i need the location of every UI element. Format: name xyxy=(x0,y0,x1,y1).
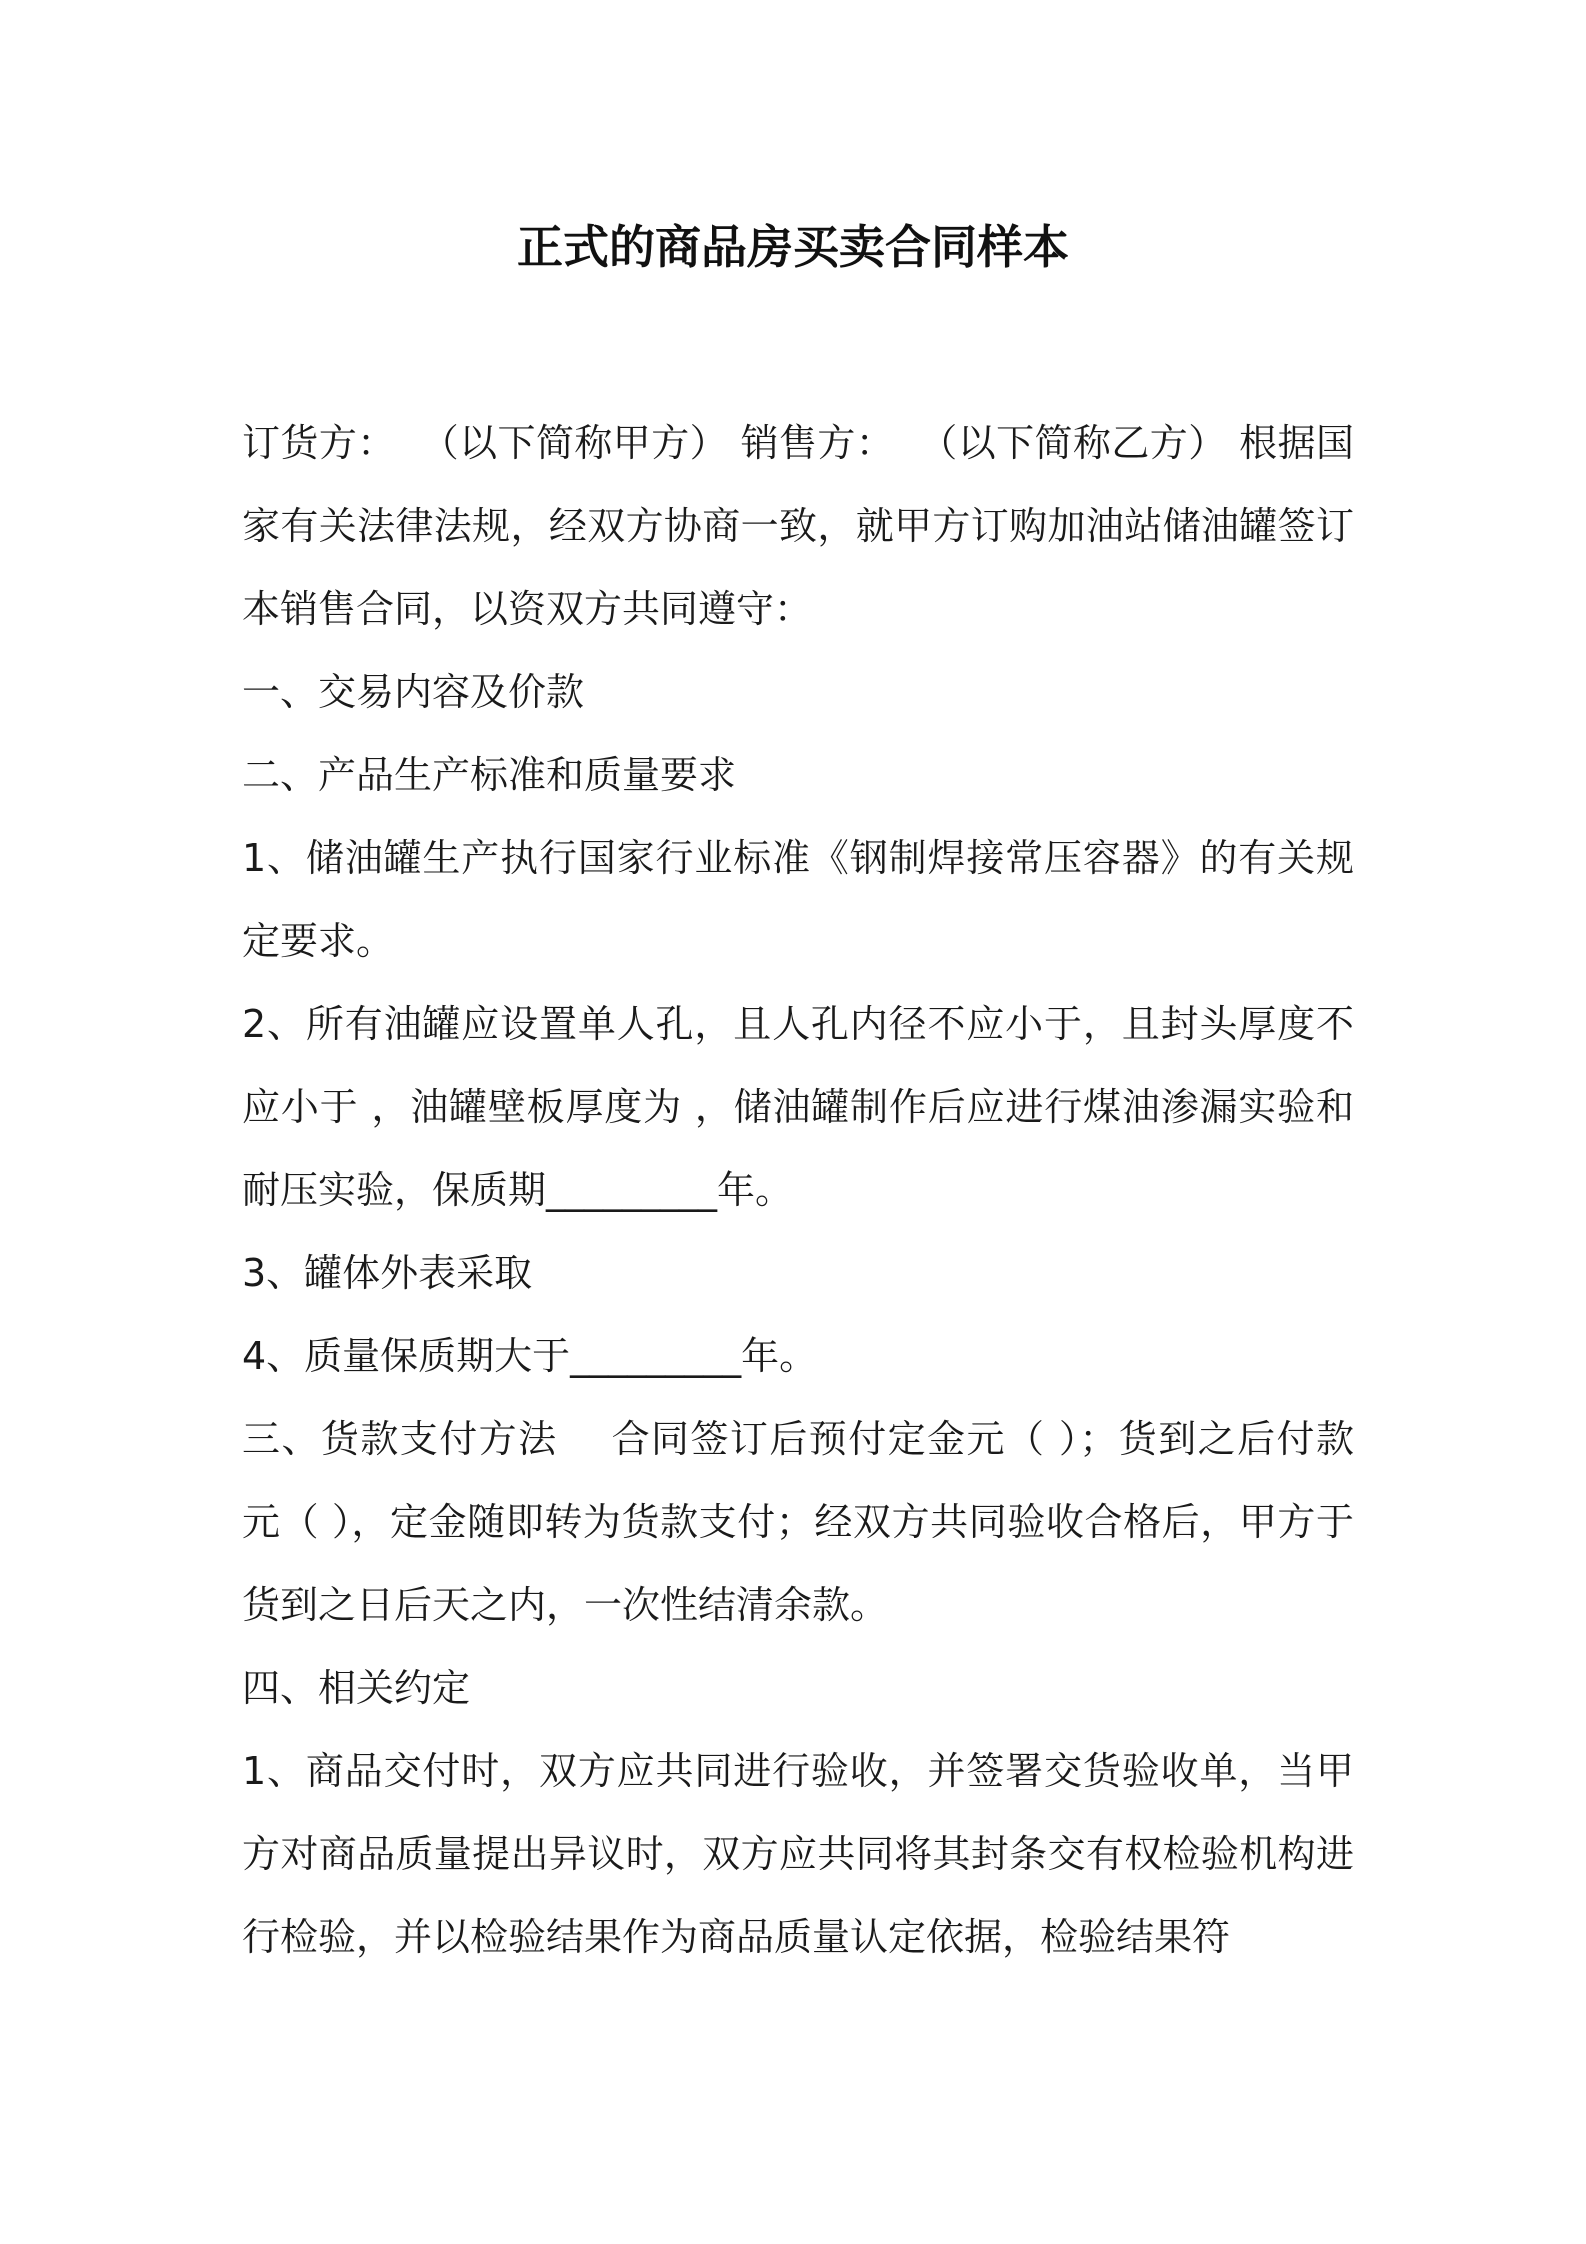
clause-2-1: 1、储油罐生产执行国家行业标准《钢制焊接常压容器》的有关规定要求。 xyxy=(242,836,1354,963)
section-heading-3: 三、货款支付方法 合同签订后预付定金元（ ）；货到之后付款 元（ ），定金随即转为货款支付；经双方共同验收合格后，甲方于货到之日后天之内，一次性结清余款。 xyxy=(242,1417,1379,1627)
document-title: 正式的商品房买卖合同样本 xyxy=(517,220,1069,274)
section-heading-4: 四、相关约定 xyxy=(242,1666,471,1710)
clause-4-1: 1、商品交付时，双方应共同进行验收，并签署交货验收单，当甲方对商品质量提出异议时，双方应共同将其封条交有权检验机构进行检验，并以检验结果作为商品质量认定依据，检验结果符 xyxy=(242,1749,1354,1959)
section-heading-2: 二、产品生产标准和质量要求 xyxy=(242,753,737,797)
clause-2-3: 3、罐体外表采取 xyxy=(242,1251,533,1295)
paragraph-parties: 订货方： （以下简称甲方） 销售方： （以下简称乙方） 根据国家有关法律法规，经双方协商一致，就甲方订购加油站储油罐签订本销售合同，以资双方共同遵守： xyxy=(242,421,1354,631)
clause-2-4: 4、质量保质期大于_________年。 xyxy=(242,1334,818,1378)
document-body xyxy=(242,402,1379,1979)
clause-2-2: 2、所有油罐应设置单人孔，且人孔内径不应小于，且封头厚度不应小于 ，油罐壁板厚度为 ，储油罐制作后应进行煤油渗漏实验和耐压实验，保质期_________年。 xyxy=(242,1002,1354,1212)
section-heading-1: 一、交易内容及价款 xyxy=(242,670,585,714)
